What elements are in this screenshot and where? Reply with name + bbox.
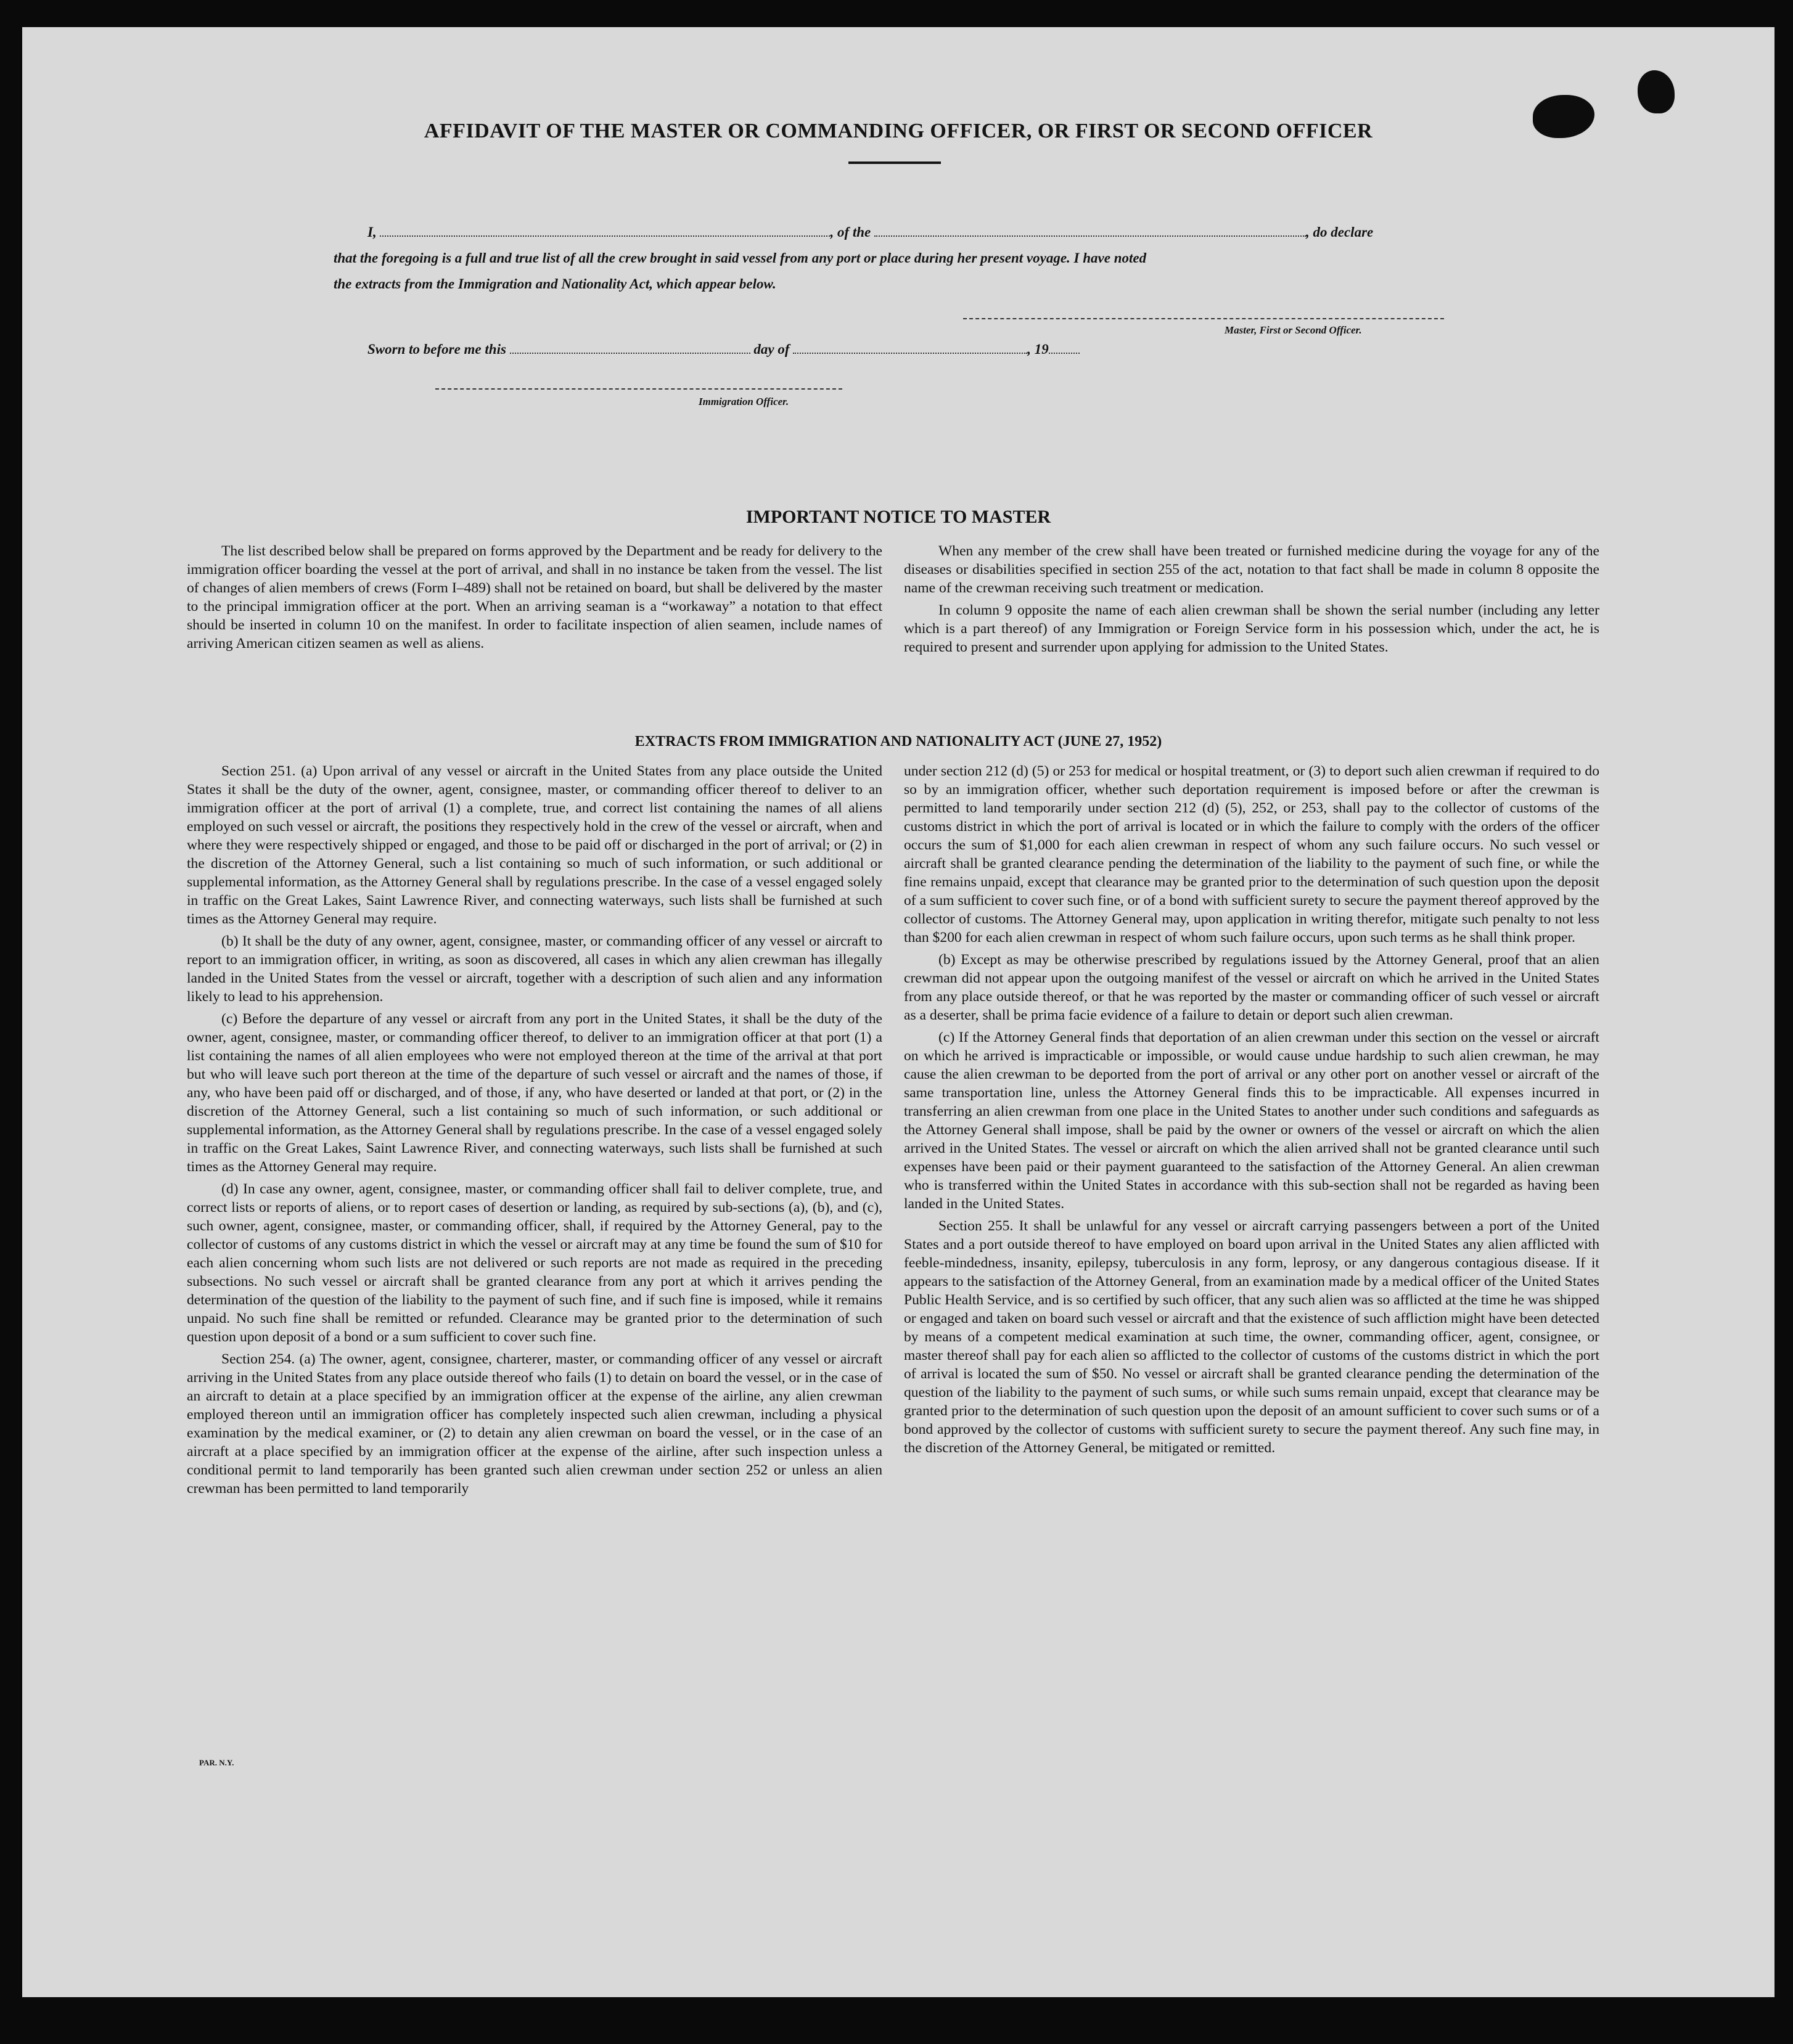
affidavit-i: I, bbox=[367, 224, 377, 240]
title-rule bbox=[848, 161, 941, 164]
notice-right-column bbox=[904, 542, 1599, 660]
year-blank bbox=[1049, 341, 1080, 354]
extract-paragraph: Section 255. It shall be unlawful for any vessel or aircraft carrying passengers between a port of the United States and a port outside thereof to have employed on board upon arrival in the United States any alien afflicted with feeble-mindedness, insanity, epilepsy, tuberculosis in any form, leprosy, or any dangerous contagious disease. If it appears to the satisfaction of the Attorney General, from an examination made by a medical officer of the United States Public Health Service, and is so certified by such officer, that any such alien was so afflicted at the time he was shipped or engaged and taken on board such vessel or aircraft and that the existence of such affliction might have been detected by means of a competent medical examination at such time, the owner, commanding officer, agent, consignee, or master thereof shall pay for each alien so afflicted to the collector of customs of the customs district in which the port of arrival is located the sum of $50. No vessel or aircraft shall be granted clearance pending the determination of the question of the liability to the payment of such sums, or while such sums remain unpaid, except that clearance may be granted prior to the determination of such question upon the deposit of an amount sufficient to cover such sums or of a bond approved by the collector of customs with sufficient surety to secure the payment thereof. Any such fine may, in the discretion of the Attorney General, be mitigated or remitted. bbox=[904, 1218, 1599, 1456]
affidavit-line-3: the extracts from the Immigration and Nationality Act, which appear below. bbox=[334, 276, 776, 292]
extract-paragraph: Section 254. (a) The owner, agent, consignee, charterer, master, or commanding officer of any vessel or aircraft arriving in the United States from any place outside thereof who fails (1) to detain on board the vessel, or in the case of an aircraft to detain at a place specified by an immigration officer at the expense of the airline, any alien crewman employed thereon until an immigration officer has completely inspected such alien crewman, including a physical examination by the medical examiner, or (2) to detain any alien crewman on board the vessel, or in the case of an aircraft at a place specified by an immigration officer at the expense of the airline, after such inspection unless a conditional permit to land temporarily has been granted such alien crewman under section 252 or unless an alien crewman has been permitted to land temporarily bbox=[187, 1351, 882, 1497]
vessel-blank bbox=[874, 224, 1306, 237]
year-text: , 19 bbox=[1027, 341, 1049, 357]
sworn-line bbox=[367, 341, 1080, 358]
extract-paragraph: (d) In case any owner, agent, consignee, master, or commanding officer shall fail to deliver complete, true, and correct lists or reports of aliens, or to report cases of desertion or landing, as required by sub-sections (a), (b), and (c), such owner, agent, consignee, master, or commanding officer, shall, if required by the Attorney General, pay to the collector of customs of any customs district in which the vessel or aircraft may at any time be found the sum of $10 for each alien concerning whom such lists are not delivered or such reports are not made as required in the preceding subsections. No such vessel or aircraft shall be granted clearance from any port at which it arrives pending the determination of the question of the liability to the payment of such fine, and if such fine is imposed, while it remains unpaid. No such fine shall be remitted or refunded. Clearance may be granted prior to the determination of such question upon deposit of a bond or a sum sufficient to cover such fine. bbox=[187, 1181, 882, 1345]
extract-paragraph: (c) Before the departure of any vessel or aircraft from any port in the United States, it shall be the duty of the owner, agent, consignee, master, or commanding officer thereof, to deliver to an immigration officer at that port (1) a list containing the names of all alien employees who were not employed thereon at the time of the arrival at that port but who will leave such port thereon at the time of the departure of such vessel or aircraft and the names of those, if any, who have been paid off or discharged, and of those, if any, who have deserted or landed at that port, or (2) in the discretion of the Attorney General, such a list containing so much of such information, or such additional or supplemental information, as the Attorney General shall by regulations prescribe. In the case of a vessel engaged solely in traffic on the Great Lakes, Saint Lawrence River, and connecting waterways, such lists shall be furnished at such times as the Attorney General may require. bbox=[187, 1011, 882, 1175]
ink-blot bbox=[1638, 70, 1675, 113]
extracts-heading: EXTRACTS FROM IMMIGRATION AND NATIONALITY ACT (JUNE 27, 1952) bbox=[634, 734, 1162, 750]
extract-paragraph: under section 212 (d) (5) or 253 for medical or hospital treatment, or (3) to deport such alien crewman if required to do so by an immigration officer, whether such deportation requirement is imposed before or after the crewman is permitted to land temporarily under section 212 (d) (5), 252, or 253, shall pay to the collector of customs of the customs district in which the port of arrival is located or in which the failure to comply with the orders of the officer occurs the sum of $1,000 for each alien crewman in respect of whom any such failure occurs. No such vessel or aircraft shall be granted clearance pending the determination of the liability to the payment of such fine, or while the fine remains unpaid, except that clearance may be granted prior to the determination of such question upon the deposit of a sum sufficient to cover such fine, or of a bond with sufficient surety to secure the payment thereof approved by the collector of customs. The Attorney General may, upon application in writing therefor, mitigate such penalty to not less than $200 for each alien crewman in respect of whom such failure occurs, upon such terms as he shall think proper. bbox=[904, 763, 1599, 946]
affidavit-do-declare: , do declare bbox=[1306, 224, 1374, 240]
name-blank bbox=[380, 224, 830, 237]
immigration-caption: Immigration Officer. bbox=[699, 396, 789, 407]
sworn-month-blank bbox=[793, 341, 1027, 354]
notice-paragraph: The list described below shall be prepared on forms approved by the Department and be ready for delivery to the immigration officer boarding the vessel at the port of arrival, and shall in no instance be taken from the vessel. The list of changes of alien members of crews (Form I–489) shall not be retained on board, but shall be delivered by the master to the principal immigration officer at the port. When an arriving seaman is a “workaway” a notation to that effect should be inserted in column 10 on the manifest. In order to facilitate inspection of alien seamen, include names of arriving American citizen seamen as well as aliens. bbox=[187, 543, 882, 652]
affidavit-line-1 bbox=[367, 224, 1373, 240]
notice-heading: IMPORTANT NOTICE TO MASTER bbox=[745, 507, 1051, 527]
extracts-right-column bbox=[904, 762, 1599, 1461]
affidavit-of-the: , of the bbox=[830, 224, 871, 240]
master-caption: Master, First or Second Officer. bbox=[1225, 324, 1362, 336]
master-signature-line bbox=[963, 318, 1444, 319]
sworn-day-blank bbox=[510, 341, 750, 354]
notice-paragraph: In column 9 opposite the name of each alien crewman shall be shown the serial number (including any letter which is a part thereof) of any Immigration or Foreign Service form in his possession which, under the act, he is required to present and surrender upon applying for admission to the United States. bbox=[904, 602, 1599, 655]
affidavit-title: AFFIDAVIT OF THE MASTER OR COMMANDING OFFICER, OR FIRST OR SECOND OFFICER bbox=[424, 120, 1373, 142]
extract-paragraph: (b) It shall be the duty of any owner, agent, consignee, master, or commanding officer of any vessel or aircraft to report to an immigration officer, in writing, as soon as discovered, all cases in which any alien crewman has illegally landed in the United States from the vessel or aircraft, together with a description of such alien and any information likely to lead to his apprehension. bbox=[187, 933, 882, 1005]
printer-imprint: PAR. N.Y. bbox=[199, 1758, 234, 1767]
day-of-text: day of bbox=[753, 341, 790, 357]
extract-paragraph: (b) Except as may be otherwise prescribed by regulations issued by the Attorney General, proof that an alien crewman did not appear upon the outgoing manifest of the vessel or aircraft on which he arrived in the United States from any place outside thereof, or that he was reported by the master or commanding officer of such vessel or aircraft as a deserter, shall be prima facie evidence of a failure to detain or deport such alien crewman. bbox=[904, 952, 1599, 1023]
affidavit-line-2: that the foregoing is a full and true list of all the crew brought in said vessel from any port or place during her present voyage. I have noted bbox=[334, 250, 1147, 266]
document-page bbox=[22, 27, 1775, 1997]
immigration-signature-line bbox=[435, 388, 842, 390]
notice-left-column bbox=[187, 542, 882, 656]
sworn-text: Sworn to before me this bbox=[367, 341, 506, 357]
extract-paragraph: (c) If the Attorney General finds that deportation of an alien crewman under this section on the vessel or aircraft on which he arrived is impracticable or impossible, or would cause undue hardship to such alien crewman, he may cause the alien crewman to be deported from the port of arrival or any other port on another vessel or aircraft of the same transportation line, unless the Attorney General finds this to be impracticable. All expenses incurred in transferring an alien crewman from one place in the United States to another under such conditions and safeguards as the Attorney General shall impose, shall be paid by the owner or owners of the vessel or aircraft on which the alien arrived in the United States. The vessel or aircraft on which the alien arrived shall not be granted clearance until such expenses have been paid or their payment guaranteed to the satisfaction of the Attorney General. An alien crewman who is transferred within the United States in accordance with this sub-section shall not be regarded as having been landed in the United States. bbox=[904, 1029, 1599, 1212]
extract-paragraph: Section 251. (a) Upon arrival of any vessel or aircraft in the United States from any place outside the United States it shall be the duty of the owner, agent, consignee, master, or commanding officer thereof to deliver to an immigration officer at the port of arrival (1) a complete, true, and correct list containing the names of all aliens employed on such vessel or aircraft, the positions they respectively hold in the crew of the vessel or aircraft, when and where they were respectively shipped or engaged, and those to be paid off or discharged in the port of arrival; or (2) in the discretion of the Attorney General, such a list containing so much of such information, or such additional or supplemental information, as the Attorney General shall by regulations prescribe. In the case of a vessel engaged solely in traffic on the Great Lakes, Saint Lawrence River, and connecting waterways, such lists shall be furnished at such times as the Attorney General may require. bbox=[187, 763, 882, 927]
notice-paragraph: When any member of the crew shall have been treated or furnished medicine during the voyage for any of the diseases or disabilities specified in section 255 of the act, notation to that fact shall be made in column 8 opposite the name of the crewman receiving such treatment or medication. bbox=[904, 543, 1599, 596]
extracts-left-column bbox=[187, 762, 882, 1502]
